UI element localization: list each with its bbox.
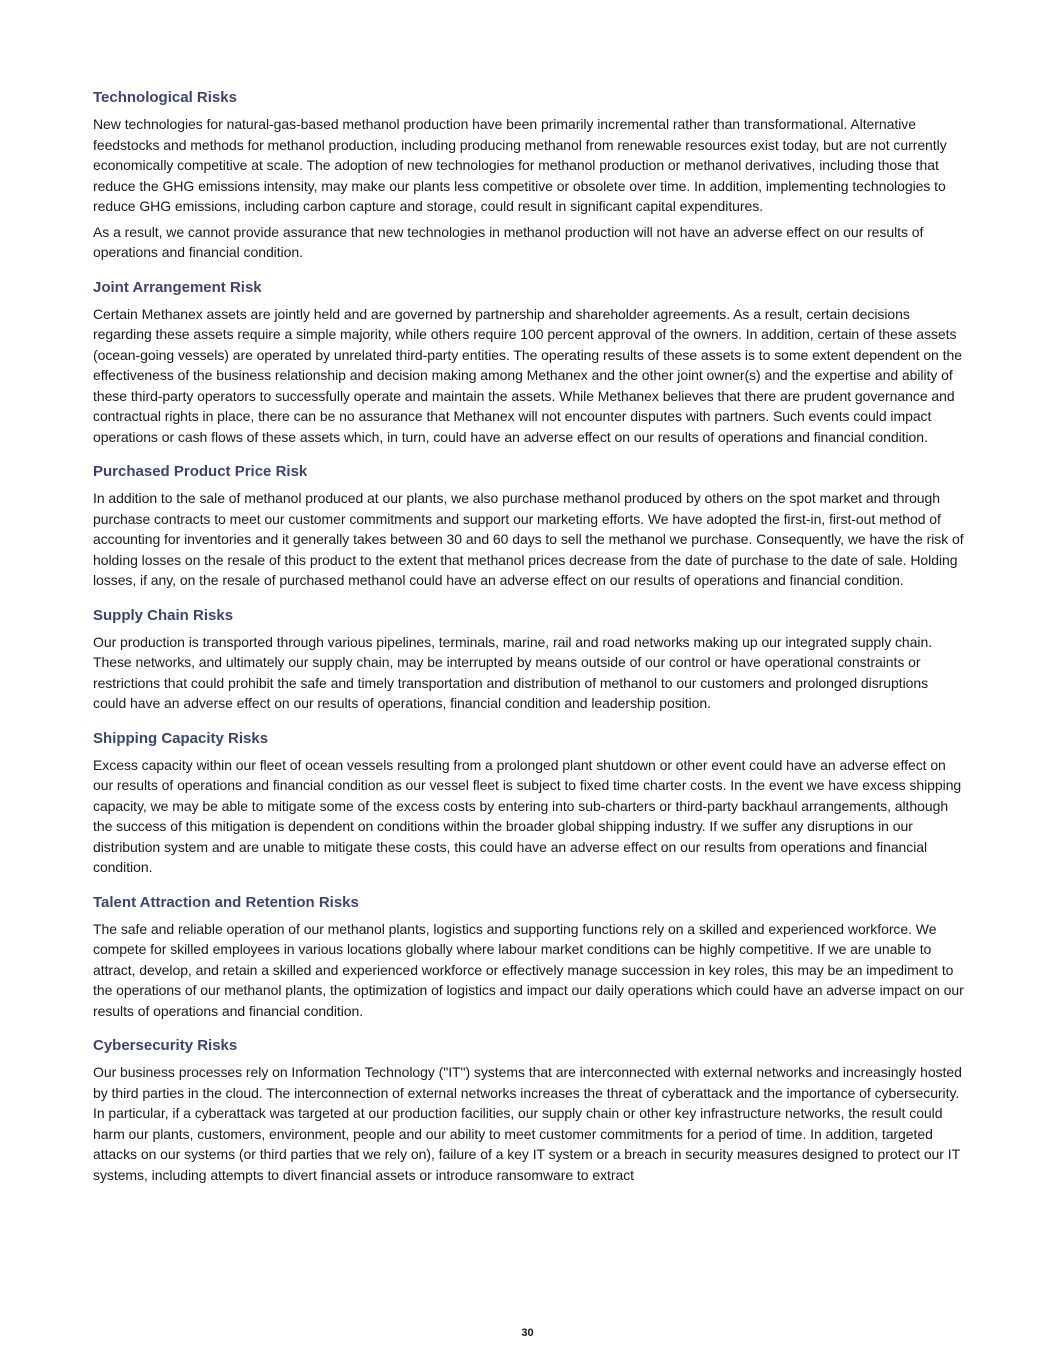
section-technological-risks	[93, 88, 965, 263]
section-heading: Shipping Capacity Risks	[93, 729, 269, 747]
paragraph: New technologies for natural-gas-based methanol production have been primarily incremental rather than transformational. Alternative feedstocks and methods for methanol production, including producing methanol from renewable resources exist today, but are not currently economically competitive at scale. The adoption of new technologies for methanol production or methanol derivatives, including those that reduce the GHG emissions intensity, may make our plants less competitive or obsolete over time. In addition, implementing technologies to reduce GHG emissions, including carbon capture and storage, could result in significant capital expenditures.	[93, 116, 947, 214]
section-heading: Technological Risks	[93, 89, 237, 106]
section-purchased-product-price-risk	[93, 462, 965, 591]
section-heading: Joint Arrangement Risk	[93, 278, 262, 296]
paragraph: Excess capacity within our fleet of ocean vessels resulting from a prolonged plant shutdown or other event could have an adverse effect on our results of operations and financial condition as our vessel fleet is subject to fixed time charter costs. In the event we have excess shipping capacity, we may be able to mitigate some of the excess costs by entering into sub-charters or third-party backhaul arrangements, although the success of this mitigation is dependent on conditions within the broader global shipping industry. If we suffer any disruptions in our distribution system and are unable to mitigate these costs, this could have an adverse effect on our results from operations and financial condition.	[93, 756, 962, 875]
paragraph: Our business processes rely on Information Technology ("IT") systems that are interconnected with external networks and increasingly hosted by third parties in the cloud. The interconnection of external networks increases the threat of cyberattack and the importance of cybersecurity. In particular, if a cyberattack was targeted at our production facilities, our supply chain or other key infrastructure networks, the result could harm our plants, customers, environment, people and our ability to meet customer commitments for a period of time. In addition, targeted attacks on our systems (or third parties that we rely on), failure of a key IT system or a breach in security measures designed to protect our IT systems, including attempts to divert financial assets or introduce ransomware to extract	[93, 1064, 962, 1183]
section-talent-attraction-retention-risks	[93, 893, 965, 1022]
section-supply-chain-risks	[93, 606, 965, 714]
page-number: 30	[521, 1327, 534, 1339]
section-heading: Supply Chain Risks	[93, 606, 234, 624]
paragraph: In addition to the sale of methanol produced at our plants, we also purchase methanol produced by others on the spot market and through purchase contracts to meet our customer commitments and support our marketing efforts. We have adopted the first-in, first-out method of accounting for inventories and it generally takes between 30 and 60 days to sell the methanol we purchase. Consequently, we have the risk of holding losses on the resale of this product to the extent that methanol prices decrease from the date of purchase to the date of sale. Holding losses, if any, on the resale of purchased methanol could have an adverse effect on our results of operations and financial condition.	[93, 490, 964, 588]
section-joint-arrangement-risk	[93, 278, 965, 448]
section-shipping-capacity-risks	[93, 729, 965, 878]
section-heading: Talent Attraction and Retention Risks	[93, 893, 359, 911]
paragraph: Certain Methanex assets are jointly held and are governed by partnership and shareholder agreements. As a result, certain decisions regarding these assets require a simple majority, while others require 100 percent approval of the owners. In addition, certain of these assets (ocean-going vessels) are operated by unrelated third-party entities. The operating results of these assets is to some extent dependent on the effectiveness of the business relationship and decision making among Methanex and the other joint owner(s) and the expertise and ability of these third-party operators to successfully operate and maintain the assets. While Methanex believes that there are prudent governance and contractual rights in place, there can be no assurance that Methanex will not encounter disputes with partners. Such events could impact operations or cash flows of these assets which, in turn, could have an adverse effect on our results of operations and financial condition.	[93, 305, 962, 445]
paragraph: As a result, we cannot provide assurance that new technologies in methanol production will not have an adverse effect on our results of operations and financial condition.	[93, 223, 924, 260]
section-heading: Cybersecurity Risks	[93, 1037, 238, 1054]
section-heading: Purchased Product Price Risk	[93, 463, 308, 480]
paragraph: The safe and reliable operation of our methanol plants, logistics and supporting functions rely on a skilled and experienced workforce. We compete for skilled employees in various locations globally where labour market conditions can be highly competitive. If we are unable to attract, develop, and retain a skilled and experienced workforce or effectively manage succession in key roles, this may be an impediment to the operations of our methanol plants, the optimization of logistics and impact our daily operations which could have an adverse impact on our results of operations and financial condition.	[93, 920, 964, 1019]
document-page	[93, 88, 965, 1200]
paragraph: Our production is transported through various pipelines, terminals, marine, rail and road networks making up our integrated supply chain. These networks, and ultimately our supply chain, may be interrupted by means outside of our control or have operational constraints or restrictions that could prohibit the safe and timely transportation and distribution of methanol to our customers and prolonged disruptions could have an adverse effect on our results of operations, financial condition and leadership position.	[93, 633, 933, 711]
section-cybersecurity-risks	[93, 1036, 965, 1185]
